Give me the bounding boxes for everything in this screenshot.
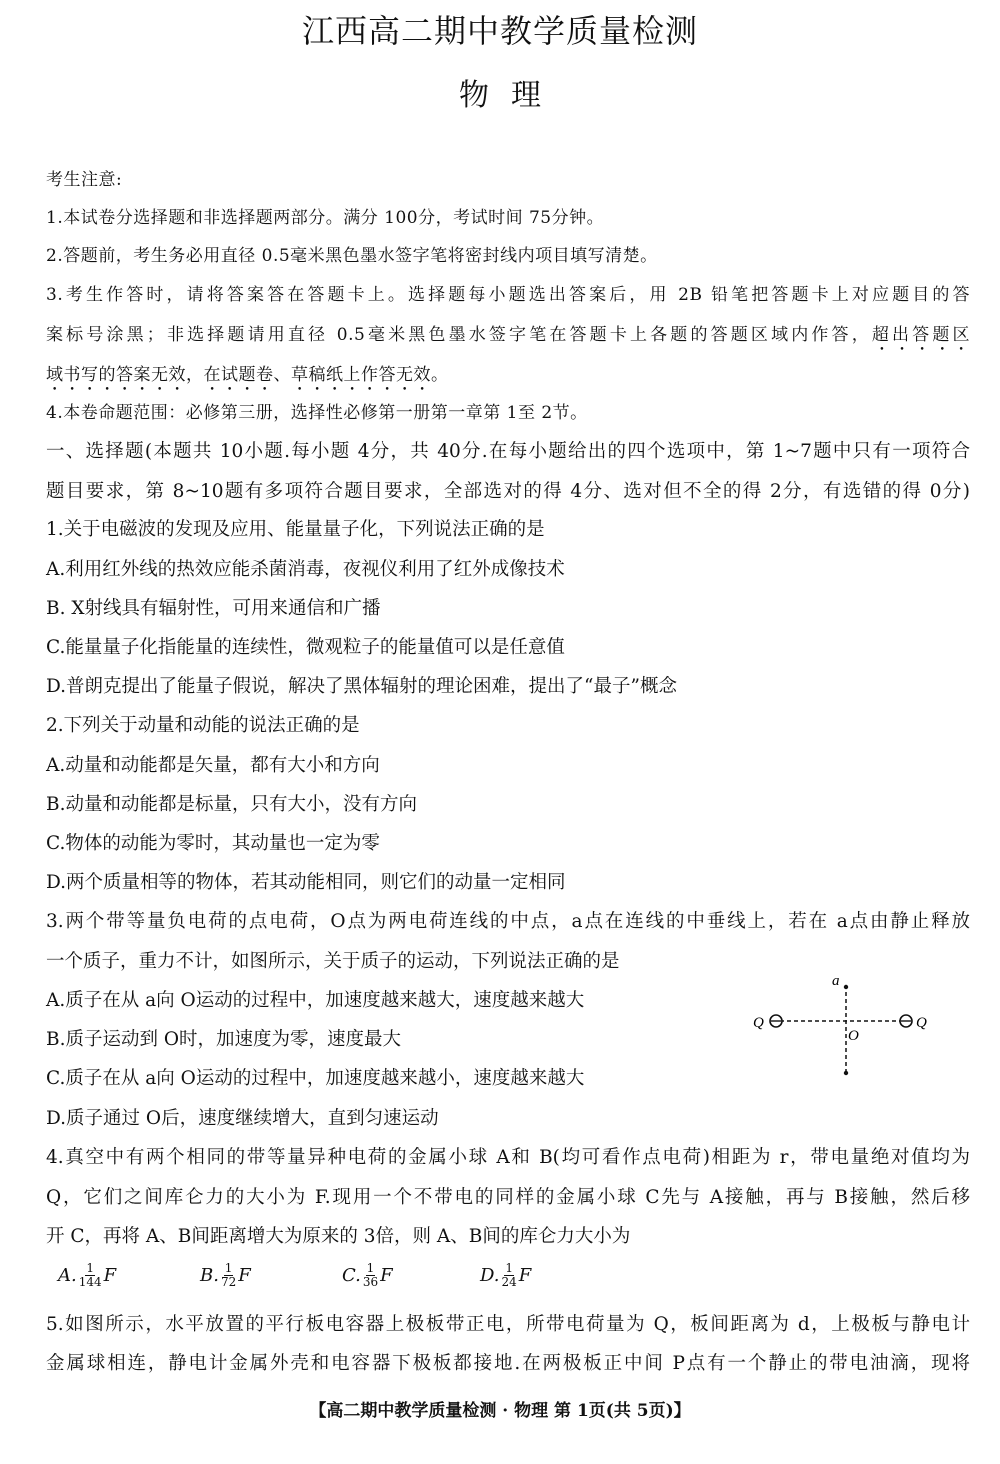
page-footer: 【高二期中教学质量检测 · 物理 第 1页(共 5页)】: [309, 1401, 691, 1421]
notice-emphasis-2: 域书写的答案无效，在试题卷、草稿纸上作答无效: [46, 365, 431, 385]
q4-option-d-var: F: [518, 1265, 532, 1286]
numerator: 1: [224, 1261, 233, 1275]
q2-stem: 2.下列关于动量和动能的说法正确的是: [46, 715, 360, 736]
q4-option-b-label: B.: [200, 1265, 219, 1286]
q4-stem-line1: 4.真空中有两个相同的带等量异种电荷的金属小球 A和 B(均可看作点电荷)相距为 r，带电量绝对值均为: [46, 1147, 970, 1168]
q3-option-a: A.质子在从 a向 O运动的过程中，加速度越来越大，速度越来越大: [46, 990, 585, 1011]
q1-option-a: A.利用红外线的热效应能杀菌消毒，夜视仪利用了红外成像技术: [46, 559, 565, 580]
q4-option-c-var: F: [380, 1265, 393, 1286]
q4-option-b-fraction: [221, 1262, 236, 1289]
q4-option-b: [200, 1262, 251, 1289]
q4-option-b-var: F: [238, 1265, 251, 1286]
q4-stem-line3: 开 C，再将 A、B间距离增大为原来的 3倍，则 A、B间的库仑力大小为: [46, 1226, 631, 1247]
q2-option-d: D.两个质量相等的物体，若其动能相同，则它们的动量一定相同: [46, 872, 566, 893]
q3-option-c: C.质子在从 a向 O运动的过程中，加速度越来越小，速度越来越大: [46, 1068, 585, 1089]
numerator: 1: [366, 1261, 375, 1275]
denominator: 144: [78, 1275, 102, 1289]
q3-option-d: D.质子通过 O后，速度继续增大，直到匀速运动: [46, 1108, 439, 1129]
point-a: [844, 985, 848, 989]
q4-option-a-label: A.: [58, 1265, 77, 1286]
q4-option-c-label: C.: [342, 1265, 361, 1286]
denominator: 72: [220, 1275, 237, 1289]
label-a: a: [832, 973, 840, 989]
section-intro-line1: 一、选择题(本题共 10小题.每小题 4分，共 40分.在每小题给出的四个选项中，第 1~7题中只有一项符合: [46, 441, 970, 462]
q3-option-b: B.质子运动到 O时，加速度为零，速度最大: [46, 1029, 402, 1050]
q3-stem-line1: 3.两个带等量负电荷的点电荷，O点为两电荷连线的中点，a点在连线的中垂线上，若在 a点由静止释放: [46, 911, 970, 932]
q4-stem-line2: Q，它们之间库仑力的大小为 F.现用一个不带电的同样的金属小球 C先与 A接触，再与 B接触，然后移: [46, 1187, 970, 1208]
notice-item-3-line2: [46, 320, 970, 355]
numerator: 1: [505, 1261, 513, 1275]
numerator: 1: [86, 1261, 94, 1275]
q4-option-a-fraction: [79, 1262, 102, 1289]
notice-item-1: 1.本试卷分选择题和非选择题两部分。满分 100分，考试时间 75分钟。: [46, 208, 605, 228]
q5-stem-line2: 金属球相连，静电计金属外壳和电容器下极板都接地.在两极板正中间 P点有一个静止的带电油滴，现将: [46, 1353, 970, 1374]
q5-stem-line1: 5.如图所示，水平放置的平行板电容器上极板带正电，所带电荷量为 Q，板间距离为 d，上极板与静电计: [46, 1314, 970, 1335]
q1-option-c: C.能量量子化指能量的连续性，微观粒子的能量值可以是任意值: [46, 637, 565, 658]
q4-option-a-var: F: [103, 1265, 117, 1286]
subject-title: 物理: [459, 78, 563, 113]
notice-item-2: 2.答题前，考生务必用直径 0.5毫米黑色墨水签字笔将密封线内项目填写清楚。: [46, 246, 658, 266]
label-q-left: Q: [753, 1015, 764, 1031]
notice-item-3-line1: 3.考生作答时，请将答案答在答题卡上。选择题每小题选出答案后，用 2B 铅笔把答题卡上对应题目的答: [46, 285, 970, 305]
q4-option-d: [480, 1262, 531, 1289]
exam-title: 江西高二期中教学质量检测: [301, 12, 698, 50]
q1-option-b: B. X射线具有辐射性，可用来通信和广播: [46, 598, 381, 619]
q4-option-a: [58, 1262, 116, 1289]
q1-option-d: D.普朗克提出了能量子假说，解决了黑体辐射的理论困难，提出了“最子”概念: [46, 676, 677, 697]
notice-item-3-line3: [46, 360, 449, 395]
notice-emphasis-1: 超出答题区: [871, 325, 970, 345]
q3-stem-line2: 一个质子，重力不计，如图所示，关于质子的运动，下列说法正确的是: [46, 951, 620, 972]
label-q-right: Q: [916, 1015, 927, 1031]
q1-stem: 1.关于电磁波的发现及应用、能量量子化，下列说法正确的是: [46, 519, 545, 540]
q4-option-c-fraction: [363, 1262, 378, 1289]
q2-option-c: C.物体的动能为零时，其动量也一定为零: [46, 833, 380, 854]
q3-charge-diagram: [750, 965, 940, 1085]
label-o: O: [848, 1028, 859, 1044]
denominator: 24: [501, 1275, 517, 1289]
q4-option-d-label: D.: [480, 1265, 500, 1286]
q2-option-a: A.动量和动能都是矢量，都有大小和方向: [46, 755, 380, 776]
denominator: 36: [362, 1275, 379, 1289]
q2-option-b: B.动量和动能都是标量，只有大小，没有方向: [46, 794, 417, 815]
notice-item-4: 4.本卷命题范围：必修第三册，选择性必修第一册第一章第 1至 2节。: [46, 403, 588, 423]
section-intro-line2: 题目要求，第 8~10题有多项符合题目要求，全部选对的得 4分、选对但不全的得 2分，有选错的得 0分): [46, 481, 970, 502]
q4-option-d-fraction: [502, 1262, 517, 1289]
q4-option-c: [342, 1262, 393, 1289]
point-bottom: [844, 1071, 848, 1075]
notice-item-3-line2-text: 案标号涂黑；非选择题请用直径 0.5毫米黑色墨水签字笔在答题卡上各题的答题区域内作答，: [46, 325, 872, 345]
notice-heading: 考生注意:: [46, 170, 123, 190]
notice-period: 。: [431, 365, 449, 385]
